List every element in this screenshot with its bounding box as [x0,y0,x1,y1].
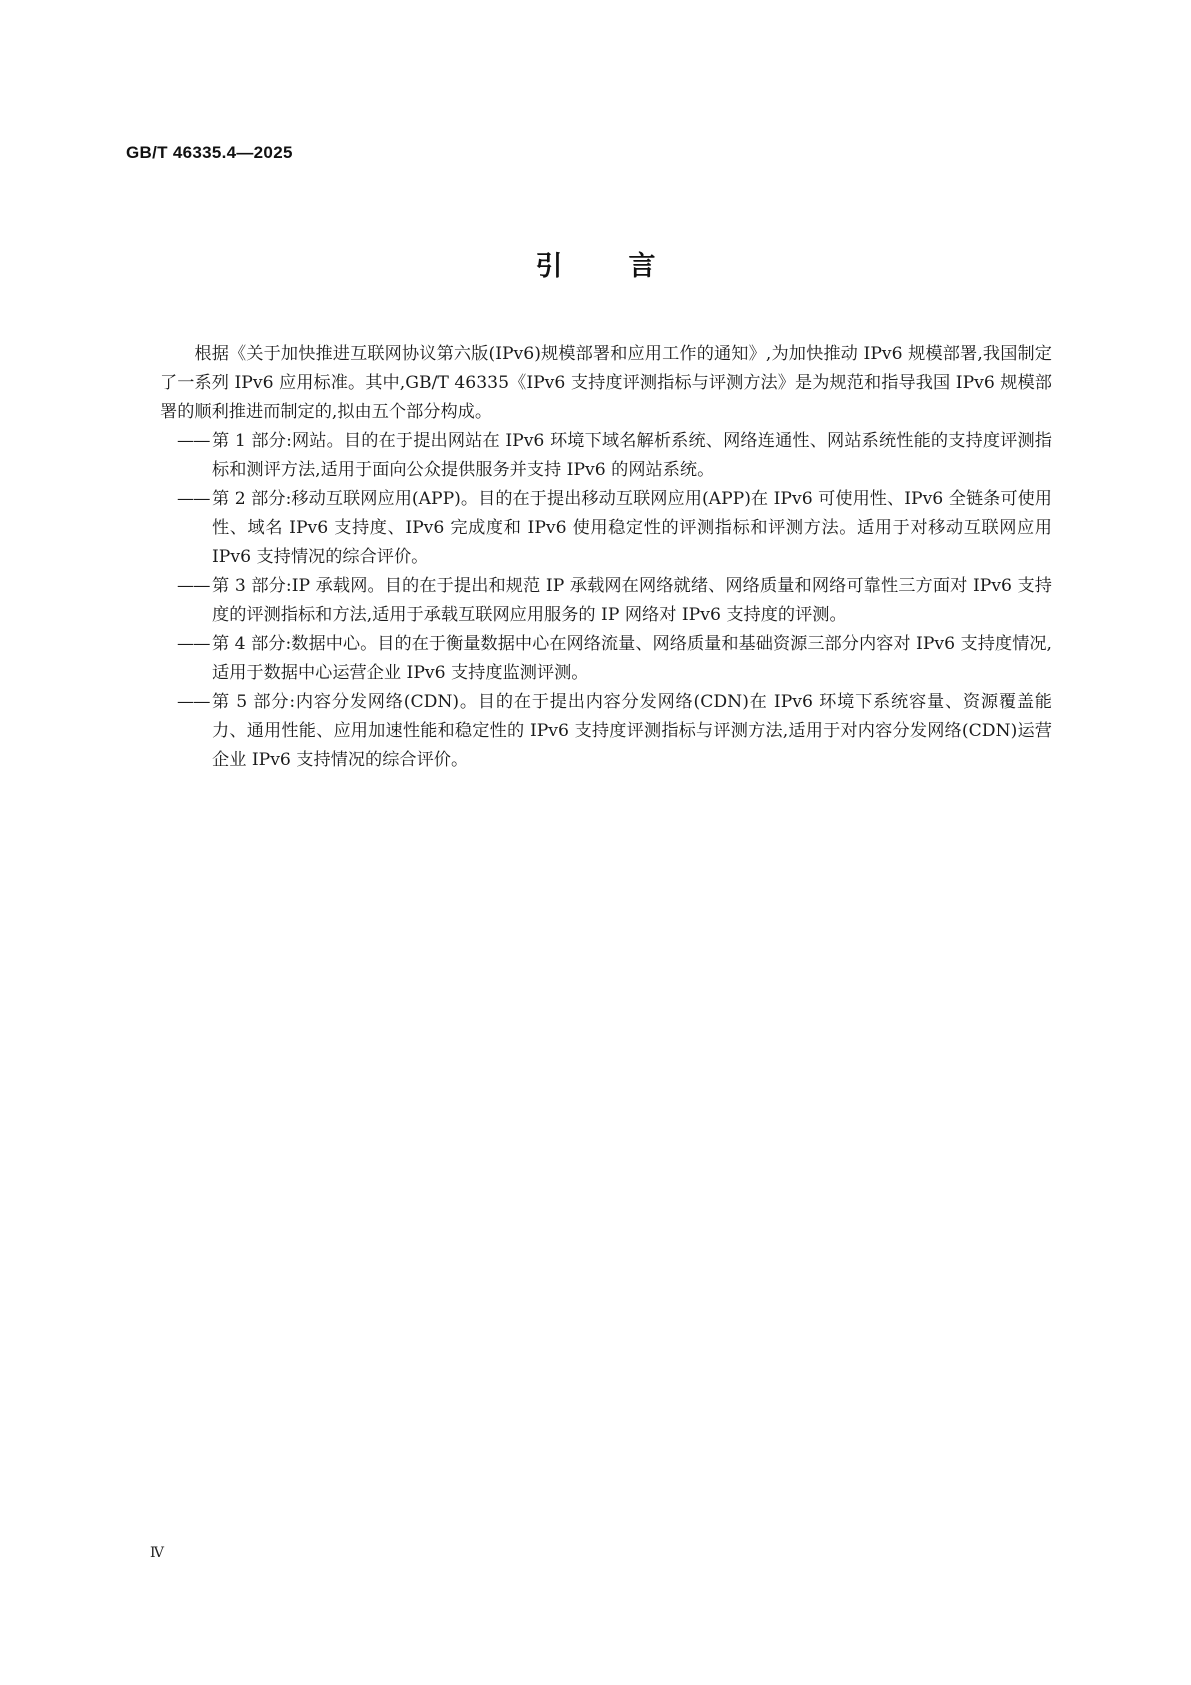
list-dash: —— [177,692,210,712]
intro-paragraph: 根据《关于加快推进互联网协议第六版(IPv6)规模部署和应用工作的通知》,为加快推动 IPv6 规模部署,我国制定了一系列 IPv6 应用标准。其中,GB/T 46335《IPv6 支持度评测指标与评测方法》是为规范和指导我国 IPv6 规模部署的顺利推进而制定的,拟由五个部分构成。 [160,344,1052,422]
list-item-part-5 [160,688,1052,775]
standard-number: GB/T 46335.4—2025 [126,143,293,162]
list-item-text: 第 1 部分:网站。目的在于提出网站在 IPv6 环境下域名解析系统、网络连通性、网站系统性能的支持度评测指标和测评方法,适用于面向公众提供服务并支持 IPv6 的网站系统。 [212,431,1052,480]
list-dash: —— [177,634,210,654]
list-dash: —— [177,576,210,596]
list-item-text: 第 2 部分:移动互联网应用(APP)。目的在于提出移动互联网应用(APP)在 IPv6 可使用性、IPv6 全链条可使用性、域名 IPv6 支持度、IPv6 完成度和 IPv6 使用稳定性的评测指标和评测方法。适用于对移动互联网应用 IPv6 支持情况的综合评价。 [212,489,1052,567]
page-title: 引言 [535,251,722,282]
parts-list [160,427,1052,775]
document-body [160,340,1052,775]
list-item-text: 第 3 部分:IP 承载网。目的在于提出和规范 IP 承载网在网络就绪、网络质量和网络可靠性三方面对 IPv6 支持度的评测指标和方法,适用于承载互联网应用服务的 IP 网络对 IPv6 支持度的评测。 [212,576,1052,625]
list-item-text: 第 5 部分:内容分发网络(CDN)。目的在于提出内容分发网络(CDN)在 IPv6 环境下系统容量、资源覆盖能力、通用性能、应用加速性能和稳定性的 IPv6 支持度评测指标与评测方法,适用于对内容分发网络(CDN)运营企业 IPv6 支持情况的综合评价。 [212,692,1052,770]
list-item-part-4 [160,630,1052,688]
page-number: Ⅳ [150,1545,164,1561]
list-item-part-1 [160,427,1052,485]
list-dash: —— [177,431,210,451]
list-item-part-2 [160,485,1052,572]
list-dash: —— [177,489,210,509]
list-item-part-3 [160,572,1052,630]
list-item-text: 第 4 部分:数据中心。目的在于衡量数据中心在网络流量、网络质量和基础资源三部分内容对 IPv6 支持度情况,适用于数据中心运营企业 IPv6 支持度监测评测。 [212,634,1052,683]
